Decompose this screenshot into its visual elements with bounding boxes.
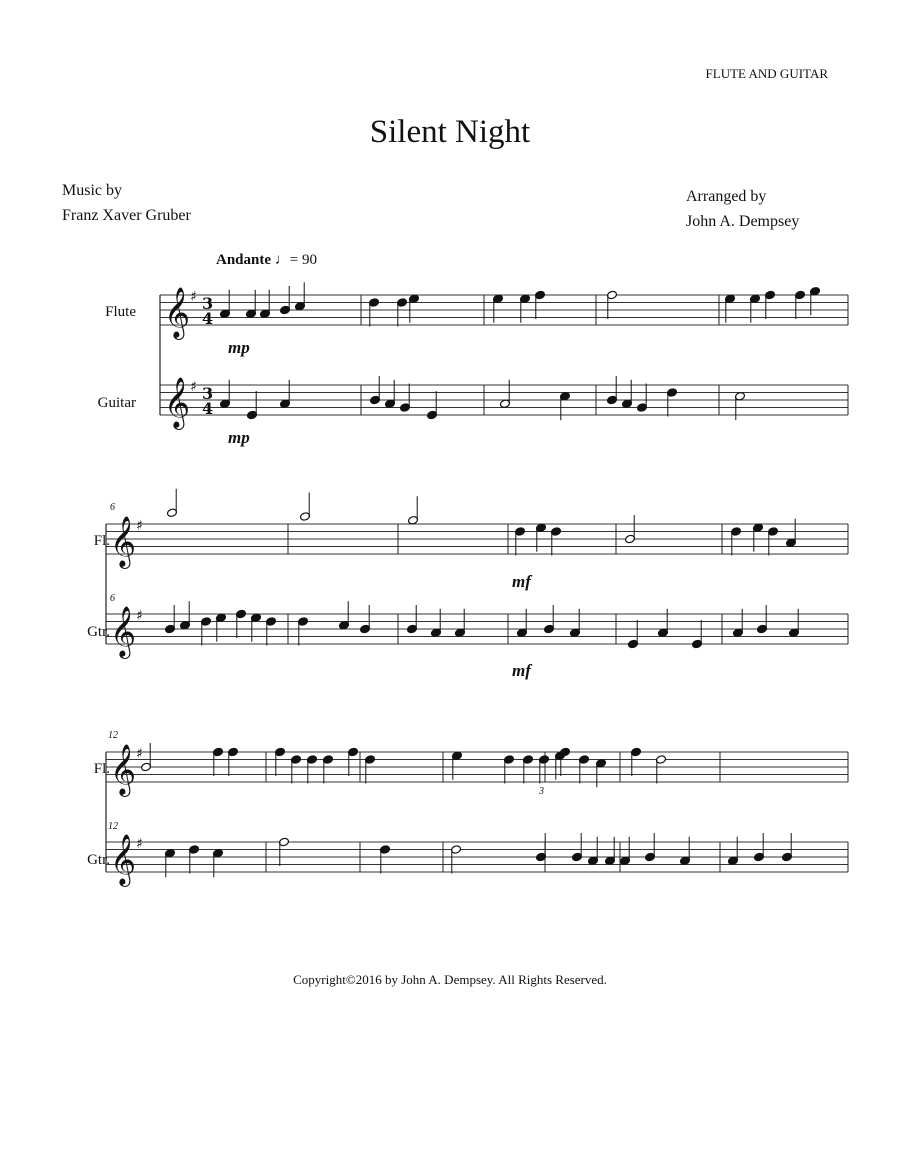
instrument-label-flute: Fl. (93, 533, 110, 549)
quarter-note-icon: ♩ (274, 252, 290, 268)
arranger-label: Arranged by (686, 188, 767, 205)
sharp-icon: ♯ (136, 518, 143, 534)
tuplet-label: 3 (539, 786, 544, 797)
time-signature-upper: 3 (202, 384, 214, 403)
composer-label: Music by (62, 182, 122, 199)
treble-clef-icon: 𝄞 (110, 606, 137, 657)
instrument-label-guitar: Gtr. (87, 852, 110, 868)
time-signature-lower: 4 (202, 399, 214, 418)
tempo-text: Andante (216, 252, 272, 268)
measure-number: 12 (108, 730, 118, 741)
dynamic-marking: mf (512, 661, 531, 680)
measure-number: 6 (110, 593, 115, 604)
page-title: Silent Night (369, 114, 531, 150)
dynamic-marking: mp (228, 428, 250, 447)
instrument-label-flute: Flute (105, 304, 136, 320)
time-signature-upper: 3 (202, 294, 214, 313)
treble-clef-icon: 𝄞 (164, 377, 191, 428)
sharp-icon: ♯ (136, 746, 143, 762)
instrument-label-flute: Fl. (93, 761, 110, 777)
instrument-label-guitar: Guitar (97, 395, 136, 411)
sharp-icon: ♯ (190, 289, 197, 305)
composer-name: Franz Xaver Gruber (62, 207, 191, 224)
measure-number: 6 (110, 502, 115, 513)
sharp-icon: ♯ (136, 608, 143, 624)
treble-clef-icon: 𝄞 (110, 744, 137, 795)
treble-clef-icon: 𝄞 (110, 516, 137, 567)
instrument-label-guitar: Gtr. (87, 624, 110, 640)
dynamic-marking: mp (228, 338, 250, 357)
copyright-notice: Copyright©2016 by John A. Dempsey. All Rights Reserved. (293, 972, 607, 987)
instrumentation-label: FLUTE AND GUITAR (705, 66, 828, 81)
measure-number: 12 (108, 821, 118, 832)
dynamic-marking: mf (512, 572, 531, 591)
time-signature-lower: 4 (202, 309, 214, 328)
arranger-name: John A. Dempsey (686, 213, 800, 230)
sharp-icon: ♯ (136, 836, 143, 852)
treble-clef-icon: 𝄞 (110, 834, 137, 885)
treble-clef-icon: 𝄞 (164, 287, 191, 338)
sharp-icon: ♯ (190, 379, 197, 395)
tempo-bpm: = 90 (289, 252, 317, 268)
